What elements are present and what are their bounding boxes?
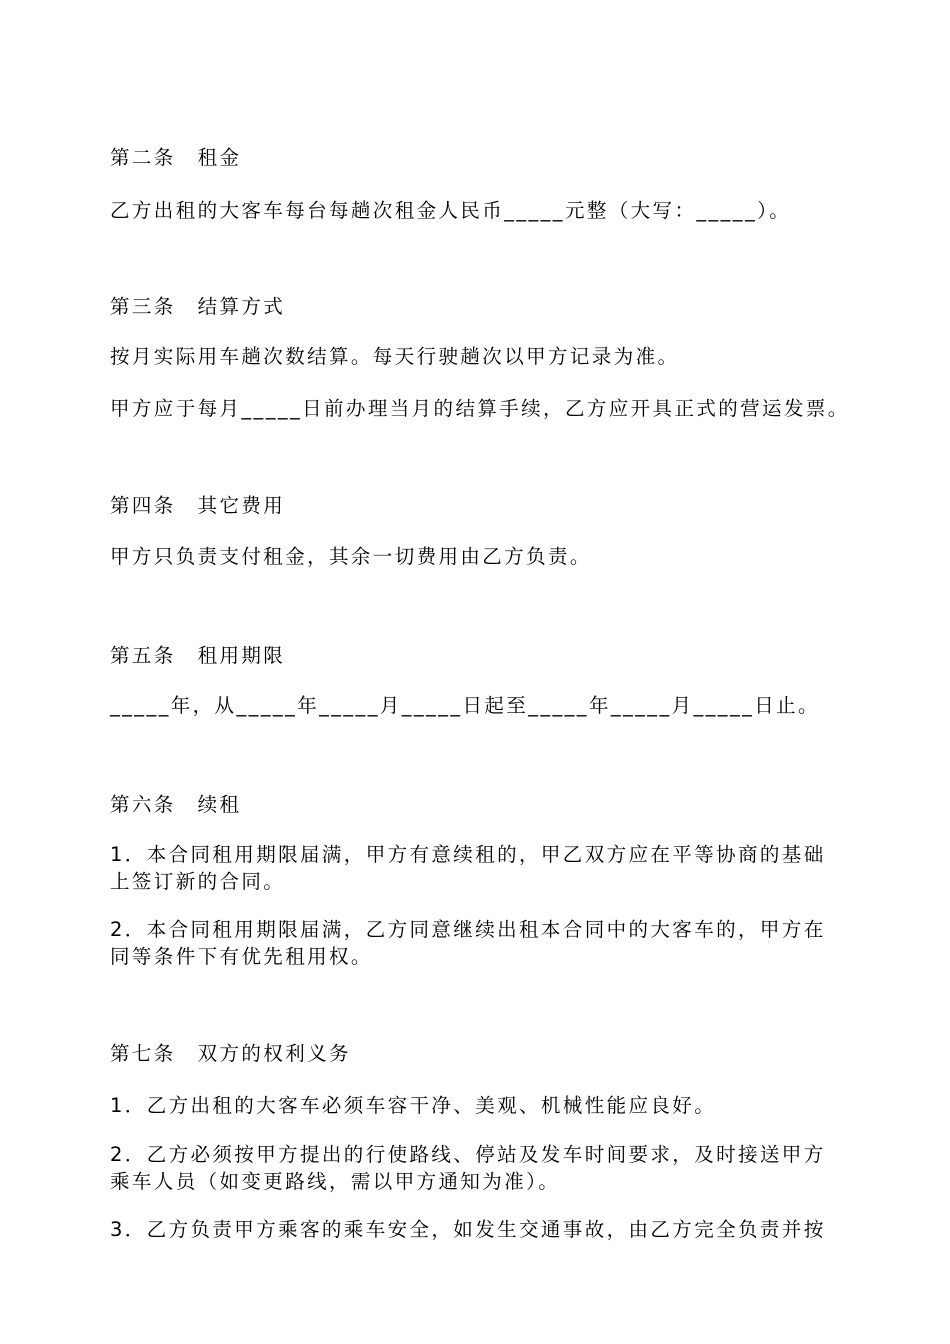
article-2-paragraph-1: 乙方出租的大客车每台每趟次租金人民币_____元整（大写：_____）。	[110, 199, 792, 222]
article-3-paragraph-2: 甲方应于每月_____日前办理当月的结算手续，乙方应开具正式的营运发票。	[110, 397, 850, 420]
article-3-heading: 第三条 结算方式	[110, 295, 286, 318]
article-4-paragraph-1: 甲方只负责支付租金，其余一切费用由乙方负责。	[110, 545, 592, 568]
article-5-heading: 第五条 租用期限	[110, 644, 286, 667]
article-3-paragraph-1: 按月实际用车趟次数结算。每天行驶趟次以甲方记录为准。	[110, 345, 680, 368]
article-6-paragraph-1: 1．本合同租用期限届满，甲方有意续租的，甲乙双方应在平等协商的基础上签订新的合同。	[110, 843, 826, 893]
article-2-heading: 第二条 租金	[110, 146, 242, 169]
article-5-paragraph-1: _____年，从_____年_____月_____日起至_____年_____月_____日止。	[110, 694, 820, 717]
article-6-heading: 第六条 续租	[110, 793, 242, 816]
article-7-paragraph-2: 2．乙方必须按甲方提出的行使路线、停站及发车时间要求，及时接送甲方乘车人员（如变更路线，需以甲方通知为准）。	[110, 1143, 826, 1193]
article-7-paragraph-3: 3．乙方负责甲方乘客的乘车安全，如发生交通事故，由乙方完全负责并按	[110, 1218, 826, 1241]
article-4-heading: 第四条 其它费用	[110, 494, 286, 517]
article-7-heading: 第七条 双方的权利义务	[110, 1042, 351, 1065]
article-7-paragraph-1: 1．乙方出租的大客车必须车容干净、美观、机械性能应良好。	[110, 1094, 717, 1117]
article-6-paragraph-2: 2．本合同租用期限届满，乙方同意继续出租本合同中的大客车的，甲方在同等条件下有优先租用权。	[110, 918, 826, 968]
